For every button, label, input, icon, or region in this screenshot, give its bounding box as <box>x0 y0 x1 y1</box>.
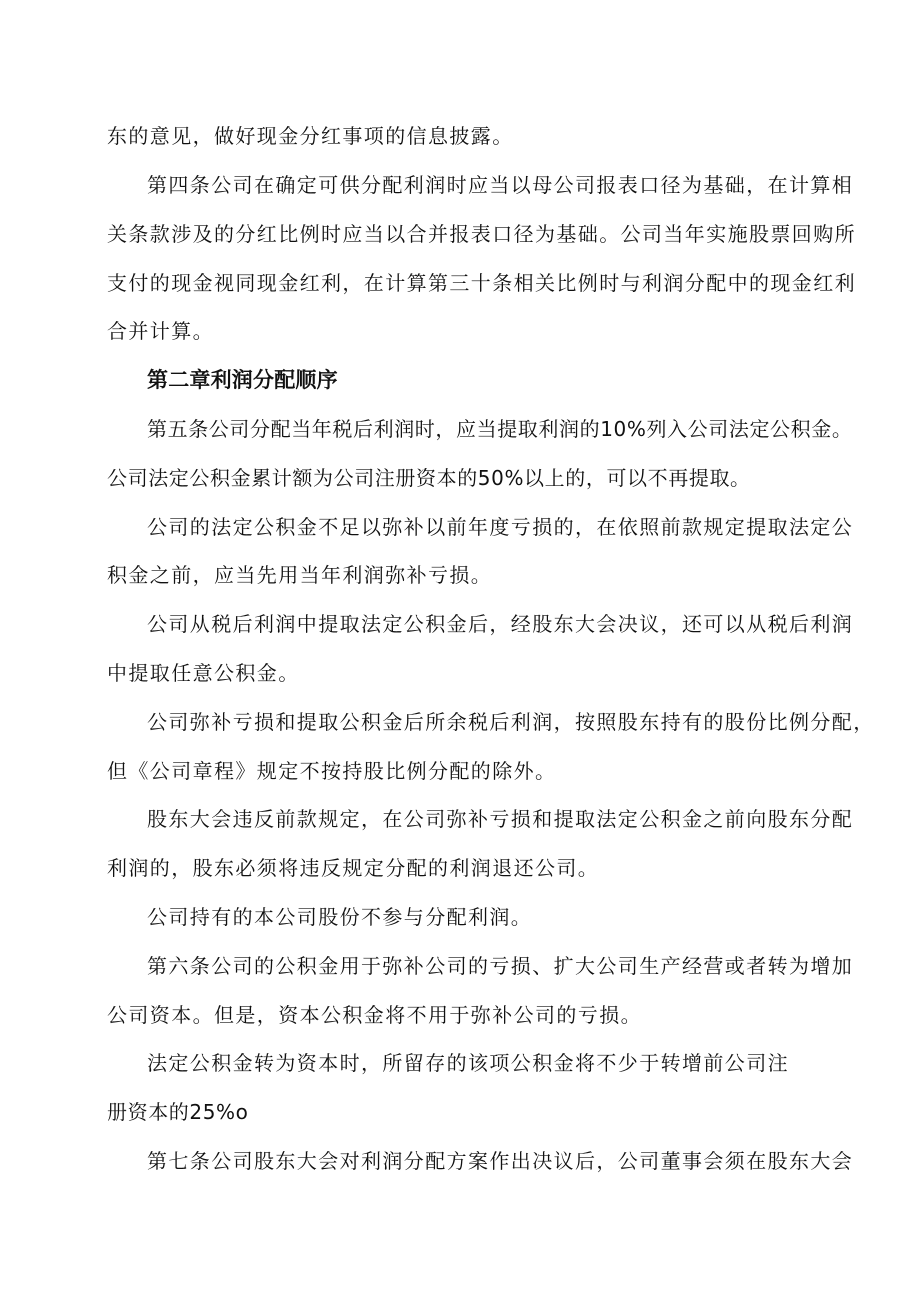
text-line: 股东大会违反前款规定，在公司弥补亏损和提取法定公积金之前向股东分配 <box>147 807 854 831</box>
text-line: 公司从税后利润中提取法定公积金后，经股东大会决议，还可以从税后利润 <box>147 612 854 636</box>
text-line: 第七条公司股东大会对利润分配方案作出决议后，公司董事会须在股东大会 <box>147 1149 854 1173</box>
text-line: 积金之前，应当先用当年利润弥补亏损。 <box>107 563 493 587</box>
text-line: 公司持有的本公司股份不参与分配利润。 <box>147 905 533 929</box>
text-line: 法定公积金转为资本时，所留存的该项公积金将不少于转增前公司注 <box>147 1051 789 1075</box>
text-line: 第六条公司的公积金用于弥补公司的亏损、扩大公司生产经营或者转为增加 <box>147 954 854 978</box>
text-line: 公司弥补亏损和提取公积金后所余税后利润，按照股东持有的股份比例分配， <box>147 710 875 734</box>
text-line: 册资本的25%o <box>107 1100 249 1124</box>
text-line: 利润的，股东必须将违反规定分配的利润退还公司。 <box>107 856 600 880</box>
text-line: 第五条公司分配当年税后利润时，应当提取利润的10%列入公司法定公积金。 <box>147 417 853 441</box>
text-line: 公司的法定公积金不足以弥补以前年度亏损的，在依照前款规定提取法定公 <box>147 515 854 539</box>
text-line: 公司法定公积金累计额为公司注册资本的50%以上的，可以不再提取。 <box>107 466 751 490</box>
text-line: 合并计算。 <box>107 319 214 343</box>
text-line: 中提取任意公积金。 <box>107 661 300 685</box>
text-line: 公司资本。但是，资本公积金将不用于弥补公司的亏损。 <box>107 1003 642 1027</box>
text-line: 第四条公司在确定可供分配利润时应当以母公司报表口径为基础，在计算相 <box>147 173 854 197</box>
chapter-heading: 第二章利润分配顺序 <box>147 368 338 392</box>
text-line: 支付的现金视同现金红利，在计算第三十条相关比例时与利润分配中的现金红利 <box>107 271 856 295</box>
text-line: 但《公司章程》规定不按持股比例分配的除外。 <box>107 759 557 783</box>
text-line: 东的意见，做好现金分红事项的信息披露。 <box>107 124 514 148</box>
text-line: 关条款涉及的分红比例时应当以合并报表口径为基础。公司当年实施股票回购所 <box>107 222 856 246</box>
